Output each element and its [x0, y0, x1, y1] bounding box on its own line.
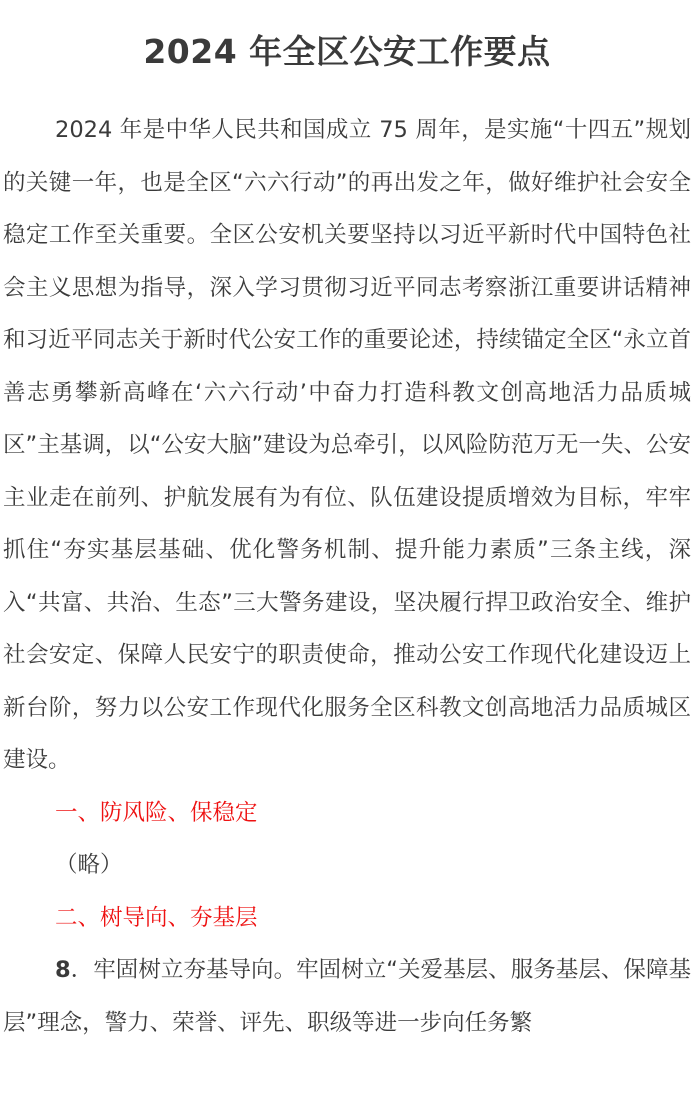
intro-paragraph: 2024 年是中华人民共和国成立 75 周年，是实施“十四五”规划的关键一年，也是全区“六六行动”的再出发之年，做好维护社会安全稳定工作至关重要。全区公安机关要坚持以习近平新时代中国特色社会主义思想为指导，深入学习贯彻习近平同志考察浙江重要讲话精神和习近平同志关于新时代公安工作的重要论述，持续锚定全区“永立首善志勇攀新高峰在‘六六行动’中奋力打造科教文创高地活力品质城区”主基调，以“公安大脑”建设为总牵引，以风险防范万无一失、公安主业走在前列、护航发展有为有位、队伍建设提质增效为目标，牢牢抓住“夯实基层基础、优化警务机制、提升能力素质”三条主线，深入“共富、共治、生态”三大警务建设，坚决履行捍卫政治安全、维护社会安定、保障人民安宁的职责使命，推动公安工作现代化建设迈上新台阶，努力以公安工作现代化服务全区科教文创高地活力品质城区建设。: [3, 117, 691, 773]
section-2-heading: 二、树导向、夯基层: [55, 904, 258, 931]
item-8-paragraph: [3, 944, 691, 1049]
item-8-number: 8: [55, 957, 71, 983]
item-8-text: ．牢固树立夯基导向。牢固树立“关爱基层、服务基层、保障基层”理念，警力、荣誉、评先、职级等进一步向任务繁: [3, 957, 691, 1036]
section-1-heading: 一、防风险、保稳定: [55, 799, 258, 826]
document-title: 2024 年全区公安工作要点: [143, 32, 551, 71]
section-1-body: （略）: [55, 852, 123, 878]
